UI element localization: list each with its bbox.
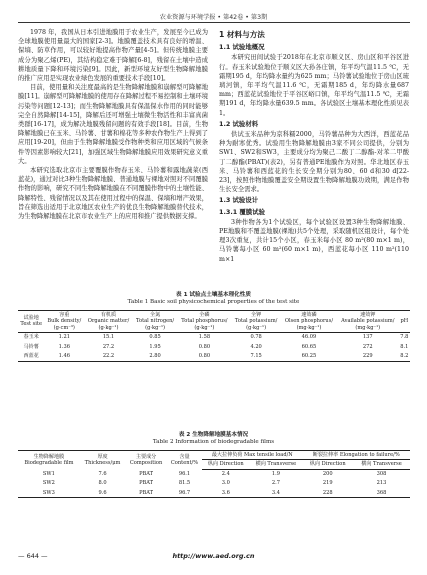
table-cell: 229 (362, 352, 373, 359)
table-2-header-film: 生物降解地膜 Biodegradable film (24, 453, 74, 467)
table-cell: 3.4 (271, 489, 280, 496)
table-1-caption-cn: 表 1 试验点土壤基本理化性质 (176, 292, 251, 298)
table-cell: 2.80 (149, 352, 161, 359)
table-cell: 213 (376, 480, 387, 487)
section-heading: 1 材料与方法 (219, 30, 265, 39)
table-2-caption (0, 432, 427, 446)
header-rule (18, 22, 410, 23)
table-cell: 0.80 (198, 343, 211, 350)
table-row (18, 469, 410, 479)
table-cell: 228 (322, 489, 333, 496)
table-cell: 7.8 (400, 334, 409, 341)
subsection-2-text: 供试玉米品种为京科糯2000，马铃薯品种为大西洋，西蓝花品种为耐寒优秀。试验用生物降解地膜由3家不同公司提供，分别为SW1、SW2和SW3，主要成分均为聚己二酸丁二醇酯-对苯二甲酸丁二醇酯(PBAT)(表2)，另有普通PE地膜作为对照。华北地区春玉米、马铃薯和西蓝花的生长安全期分别为80、60 d和30 d[22-23]，按照作物地膜覆盖安全期设置生物降解地膜功效期，满足作物生长安全需求。 (219, 131, 409, 194)
table-cell: 15.1 (102, 334, 115, 341)
table-1-header-row (18, 311, 410, 333)
subsection-1-text: 本研究田间试验于2018年在北京市顺义区、房山区和平谷区进行。春玉米试验地位于顺义区大孙各庄镇，年平均气温11.5 ℃，无霜期195 d，年均降水量约为625 mm；马铃薯试验地位于房山区琉璃河镇，年平均气温11.6 ℃，无霜期185 d，年均降水量687 mm；西蓝花试验地位于平谷区峪口镇，年平均气温11.5 ℃，无霜期191 d，年均降水量639.5 mm。各试验区土壤基本理化性质见表1。 (219, 54, 409, 117)
journal-url[interactable]: http://www.aed.org.cn (172, 552, 255, 560)
table-cell: 200 (322, 471, 333, 478)
table-cell: SW1 (42, 470, 55, 477)
table-cell: 1.95 (149, 343, 161, 350)
table-cell: 60.25 (301, 352, 317, 359)
table-1-header-ph: pH (399, 311, 410, 333)
table-cell: 46.09 (301, 334, 317, 341)
table-1-header-site: 试验地 Test site (18, 311, 44, 333)
table-2-header-elongation: 断裂拉伸率 Elongation to failure/% (302, 451, 410, 460)
table-cell: 3.0 (221, 480, 230, 487)
table-cell: 368 (376, 489, 387, 496)
table-2-header-content: 含量 Content/% (170, 453, 199, 467)
table-cell: PBAT (139, 489, 154, 496)
table-2 (18, 450, 410, 498)
table-1 (18, 310, 410, 362)
table-2-header-direction: 纵向 Direction (302, 460, 353, 469)
table-1-caption (0, 292, 427, 306)
table-cell: 219 (322, 480, 333, 487)
page-footer (0, 552, 427, 564)
intro-paragraph-1: 1978 年，我国从日本引进地膜用于农业生产，发展至今已成为全球地膜使用量最大的国家[2-3]。地膜覆盖技术具有良好的增温、保墒、防草作用，可以较好地提高作物产量[4-5]。但传统地膜主要成分为聚乙烯(PE)，其结构稳定难于降解[6-8]，残留在土壤中造成耕地质量下降和环境污染[9]。因此，新型环境友好型生物降解地膜的推广应用是实现农业绿色发展的重要技术手段[10]。 (18, 29, 208, 83)
left-column (18, 28, 208, 221)
table-cell: 96.1 (178, 470, 191, 477)
table-cell: 8.0 (98, 480, 107, 487)
table-cell: PBAT (139, 480, 154, 487)
table-cell: 0.78 (250, 334, 262, 341)
table-cell: 308 (376, 471, 387, 478)
table-cell: 137 (362, 334, 373, 341)
table-cell: 1.58 (198, 334, 211, 341)
table-cell: 春玉米 (23, 334, 39, 341)
table-cell: 1.9 (271, 471, 280, 478)
table-1-header-total-nitrogen: 全氮 Total nitrogen/ (g·kg⁻¹) (133, 311, 178, 333)
table-row (18, 342, 410, 351)
table-cell: 60.65 (301, 343, 317, 350)
table-2-caption-en: Table 2 Information of biodegradable films (152, 439, 275, 446)
page-number: — 644 — (18, 552, 48, 560)
table-1-header-available-potassium: 速效钾 Available potassium/ (mg·kg⁻¹) (337, 311, 399, 333)
table-cell: 1.46 (58, 352, 70, 359)
table-1-caption-en: Table 1 Basic soil physicochemical properties of the test site (127, 299, 300, 306)
intro-paragraph-2: 目前，使用量和关注度最高的是生物降解地膜和崩解型可降解地膜[11]。崩解型可降解地膜的使用存在降解过程不易控制和土壤环境污染等问题[12-13]；而生物降解地膜具有保温保水作用的同时能够完全自然降解[14-15]，降解后还可增强土壤微生物活性和丰富真菌类群[16-17]，成为解决地膜残留问题的有效手段[18]。目前，生物降解地膜已在玉米、马铃薯、甘薯和棉花等多种农作物生产上得到了应用[19-20]，但由于生物降解地膜受作物种类和应用区域的气候条件等因素影响较大[21]，加强区域生物降解地膜应用效果研究意义重大。 (18, 84, 208, 165)
table-cell: 1.21 (58, 334, 70, 341)
table-cell: 1.36 (58, 343, 70, 350)
table-row (18, 332, 410, 342)
table-row (18, 488, 410, 498)
table-cell: 2.7 (271, 480, 280, 487)
table-cell: 8.2 (400, 352, 409, 359)
table-cell: 4.20 (250, 343, 262, 350)
table-2-header-transverse: 横向 Transverse (249, 460, 302, 469)
table-1-header-bulk-density: 容重 Bulk density/ (g·cm⁻³) (44, 311, 84, 333)
subsection-3-1-heading: 1.3.1 覆膜试验 (219, 207, 265, 216)
subsection-2-heading: 1.2 试验材料 (219, 119, 259, 128)
table-cell: 272 (362, 343, 373, 350)
subsection-3-1-text: 3种作物各为1个试验区，每个试验区设置3种生物降解地膜、PE地膜和不覆盖地膜(裸地)共5个处理，采取随机区组设计，每个处理3次重复，共计15个小区，春玉米每小区 80 m²(80 m×1 m)，马铃薯每小区 60 m²(60 m×1 m)，西蓝花每小区 110 m²(110 m×1 (219, 218, 409, 263)
table-cell: 96.7 (178, 489, 191, 496)
table-cell: PBAT (139, 470, 154, 477)
table-1-header-olsen-phosphorus: 速效磷 Olsen phosphorus/ (mg·kg⁻¹) (281, 311, 337, 333)
table-2-header-direction: 纵向 Direction (202, 460, 249, 469)
table-1-header-total-potassium: 全钾 Total potassium/ (g·kg⁻¹) (231, 311, 281, 333)
table-1-header-organic-matter: 有机质 Organic matter/ (g·kg⁻¹) (84, 311, 132, 333)
table-cell: 3.6 (221, 489, 230, 496)
table-cell: SW2 (42, 480, 55, 487)
intro-paragraph-3: 本研究选取北京市主要覆膜作物春玉米、马铃薯和露地蔬菜(西蓝花)，通过对比3种生物降解地膜、普通地膜与裸地对照对不同覆膜作物的影响，研究不同生物降解地膜在不同覆膜作物中的土壤性能、降解特性、残留情况以及其在使用过程中的保温、保墒和增产效果，旨在筛选出适用于北京地区农业生产的优良生物降解地膜替代技术，为生物降解地膜在北京市农业生产上的应用和推广提供数据支撑。 (18, 167, 208, 221)
table-2-header-thickness: 厚度 Thickness/μm (84, 453, 121, 467)
table-1-header-total-phosphorus: 全磷 Total phosphorus/ (g·kg⁻¹) (177, 311, 231, 333)
table-cell: 马铃薯 (23, 343, 39, 350)
table-cell: SW3 (42, 489, 55, 496)
table-cell: 27.2 (102, 343, 115, 350)
table-cell: 7.15 (250, 352, 262, 359)
table-cell: 81.5 (178, 480, 191, 487)
table-cell: 9.6 (98, 489, 107, 496)
table-row (18, 351, 410, 361)
table-cell: 0.85 (149, 334, 161, 341)
table-cell: 0.80 (198, 352, 211, 359)
table-cell: 7.6 (98, 470, 107, 477)
table-cell: 22.2 (102, 352, 115, 359)
table-2-caption-cn: 表 2 生物降解地膜基本情况 (178, 432, 249, 438)
table-2-header-row-1 (18, 451, 410, 460)
table-row (18, 479, 410, 488)
subsection-1-heading: 1.1 试验地概况 (219, 43, 265, 52)
table-cell: 2.4 (221, 471, 230, 478)
table-cell: 西蓝花 (23, 352, 39, 359)
running-header: 农业资源与环境学报 • 第42卷 • 第3期 (159, 14, 268, 21)
table-cell: 8.1 (400, 343, 409, 350)
table-2-header-transverse: 横向 Transverse (353, 460, 410, 469)
table-2-header-tensile: 最大拉伸负荷 Max tensile load/N (202, 451, 302, 460)
subsection-3-heading: 1.3 试验设计 (219, 196, 259, 205)
right-column (219, 28, 409, 264)
table-2-header-composition: 主要成分 Composition (129, 453, 163, 467)
